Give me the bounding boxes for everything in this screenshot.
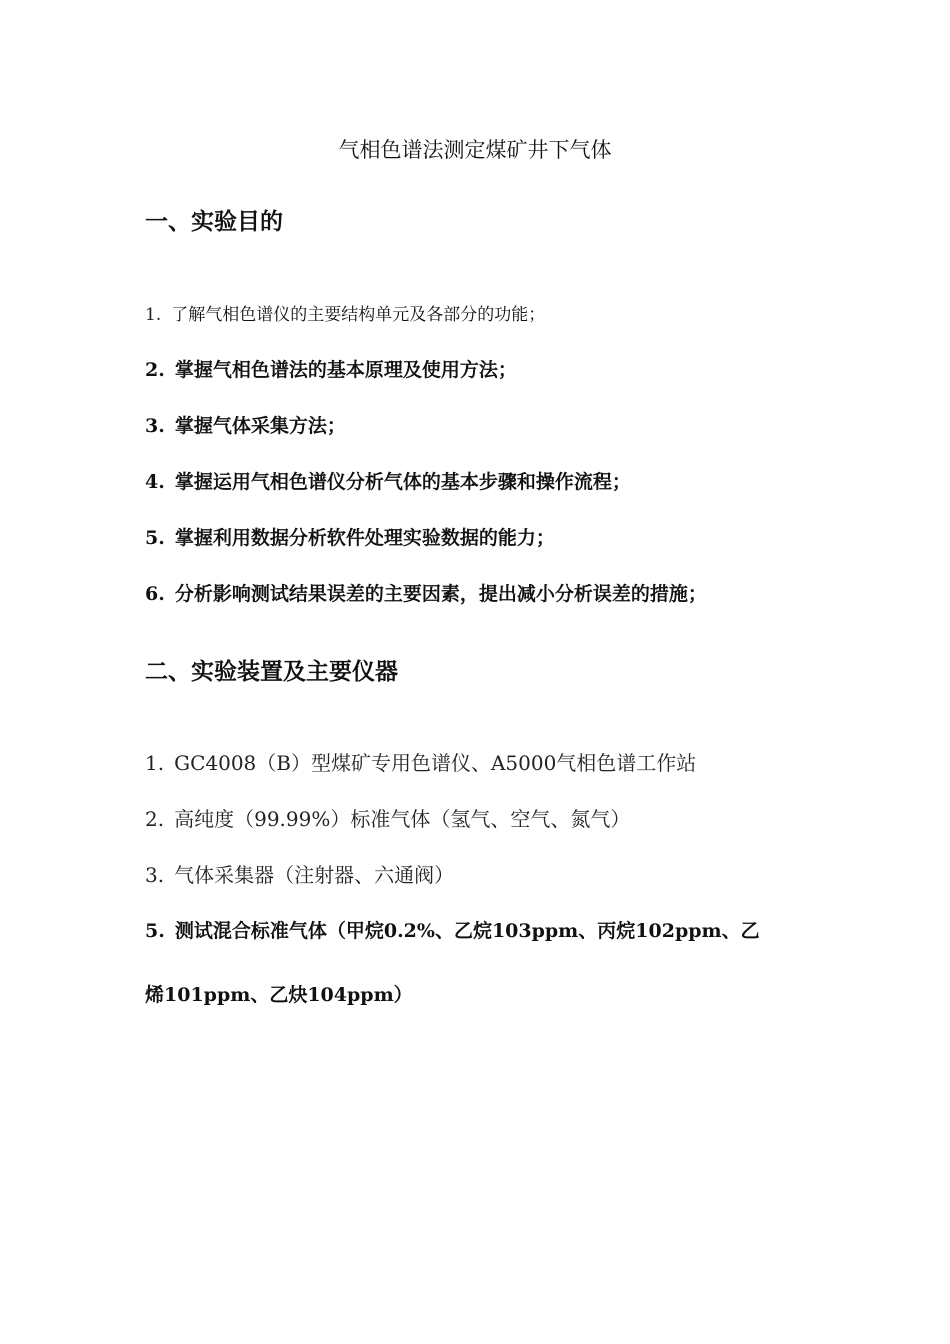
list-text: 气体采集器（注射器、六通阀） [174, 863, 455, 887]
section-heading-objectives: 一、实验目的 [145, 209, 283, 235]
list-number: 3. [145, 863, 165, 887]
list-number: 1. [145, 751, 165, 775]
list-number: 5. [145, 920, 165, 942]
list-text: 掌握利用数据分析软件处理实验数据的能力； [174, 527, 555, 549]
objective-item-5 [145, 523, 555, 553]
list-number: 3. [145, 415, 165, 437]
list-text: 测试混合标准气体（甲烷0.2%、乙烷103ppm、丙烷102ppm、乙 [174, 920, 760, 942]
objective-item-3 [145, 411, 346, 441]
equipment-item-5-continuation: 烯101ppm、乙炔104ppm） [145, 984, 413, 1006]
list-text: 分析影响测试结果误差的主要因素，提出减小分析误差的措施； [174, 583, 707, 605]
list-text: 掌握运用气相色谱仪分析气体的基本步骤和操作流程； [174, 471, 631, 493]
objective-item-4 [145, 467, 631, 497]
list-number: 4. [145, 471, 165, 493]
objective-item-2 [145, 355, 517, 385]
list-text: GC4008（B）型煤矿专用色谱仪、A5000气相色谱工作站 [174, 751, 697, 775]
equipment-item-1 [145, 748, 696, 778]
section-heading-equipment: 二、实验装置及主要仪器 [145, 659, 398, 685]
equipment-item-5 [145, 916, 760, 946]
list-number: 5. [145, 527, 165, 549]
document-title: 气相色谱法测定煤矿井下气体 [338, 138, 612, 162]
list-number: 1. [145, 305, 162, 325]
list-text: 了解气相色谱仪的主要结构单元及各部分的功能； [171, 305, 546, 325]
objective-item-6 [145, 579, 707, 609]
equipment-item-3 [145, 860, 454, 890]
list-number: 6. [145, 583, 165, 605]
list-number: 2. [145, 807, 165, 831]
list-text: 掌握气体采集方法； [174, 415, 346, 437]
list-text: 高纯度（99.99%）标准气体（氢气、空气、氮气） [174, 807, 631, 831]
equipment-item-2 [145, 804, 630, 834]
list-number: 2. [145, 359, 165, 381]
objective-item-1 [145, 300, 545, 330]
list-text: 掌握气相色谱法的基本原理及使用方法； [174, 359, 517, 381]
